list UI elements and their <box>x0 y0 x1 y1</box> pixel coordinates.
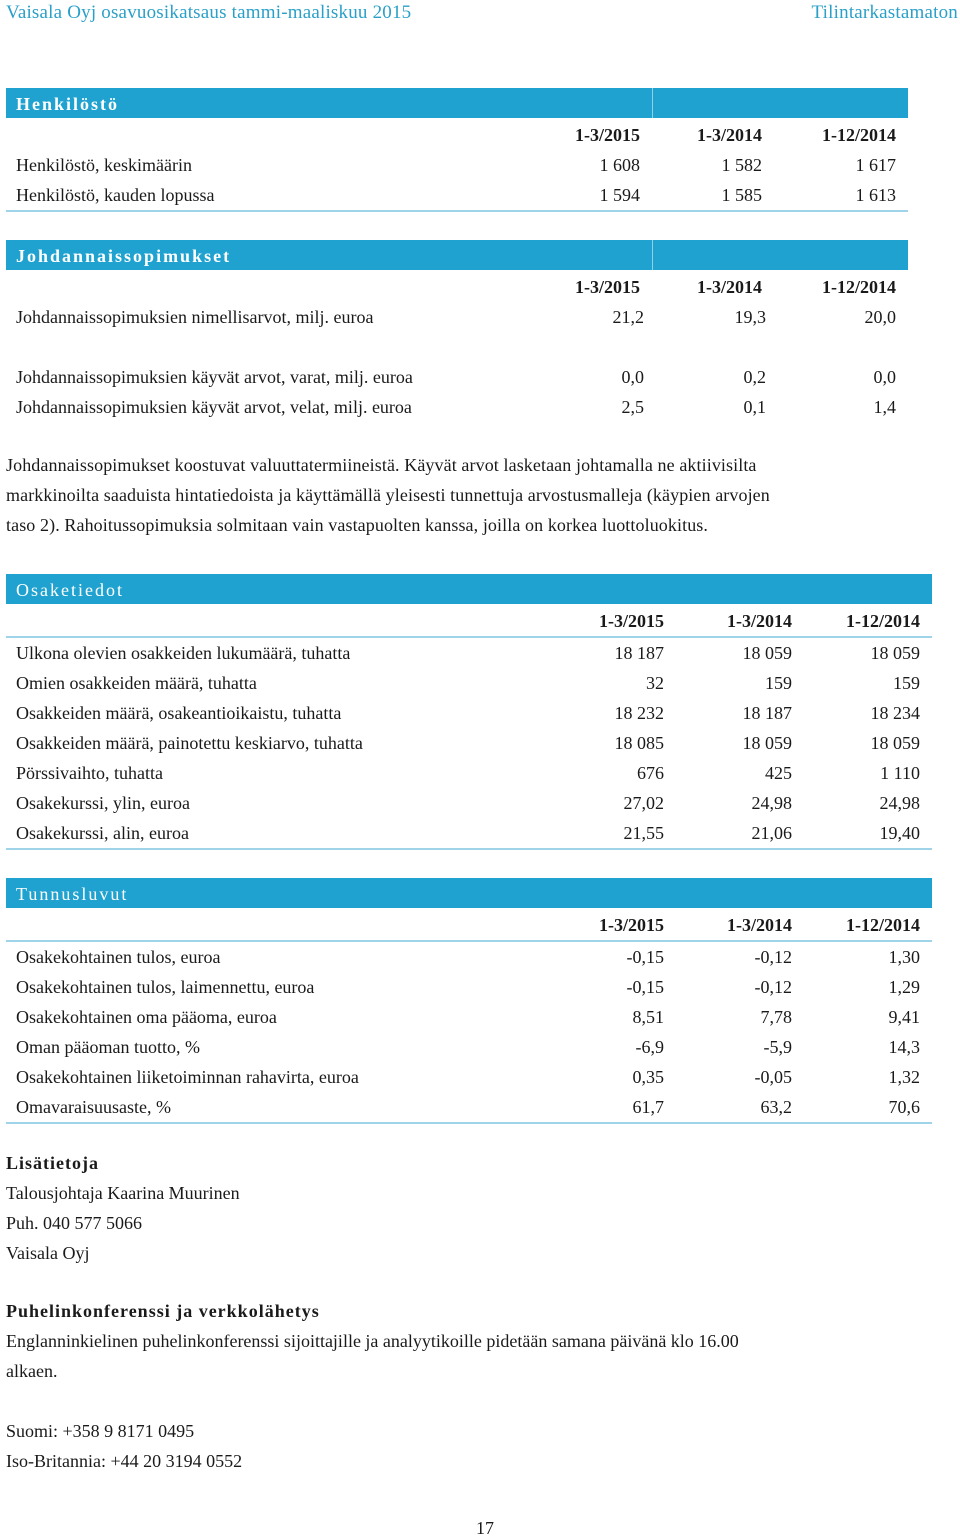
conference-line: alkaen. <box>6 1361 58 1381</box>
cell: 1 585 <box>721 185 762 205</box>
row-label: Omien osakkeiden määrä, tuhatta <box>16 673 257 693</box>
row-label: Omavaraisuusaste, % <box>16 1097 171 1117</box>
derivatives-note <box>6 450 946 540</box>
cell: 1,4 <box>873 397 896 417</box>
cell: 2,5 <box>621 397 644 417</box>
cell: 32 <box>646 673 664 693</box>
cell: 18 059 <box>870 643 920 663</box>
contact-heading: Lisätietoja <box>6 1153 99 1173</box>
osaketiedot-title: Osaketiedot <box>16 580 124 600</box>
conference-info <box>6 1296 946 1476</box>
cell: 18 059 <box>870 733 920 753</box>
tunnusluvut-table <box>6 878 932 1122</box>
table-row <box>6 942 932 972</box>
table-row <box>6 180 908 212</box>
henkilosto-header-row <box>6 120 908 150</box>
cell: -0,15 <box>626 947 664 967</box>
contact-line: Vaisala Oyj <box>6 1243 90 1263</box>
cell: 159 <box>765 673 792 693</box>
col-header: 1-12/2014 <box>822 277 896 297</box>
table-row <box>6 758 932 788</box>
osaketiedot-header-row <box>6 606 932 638</box>
audit-status: Tilintarkastamaton <box>811 2 958 23</box>
row-label: Henkilöstö, keskimäärin <box>16 155 192 175</box>
cell: 1,29 <box>888 977 920 997</box>
henkilosto-title: Henkilöstö <box>16 94 120 114</box>
cell: 18 059 <box>742 643 792 663</box>
tunnusluvut-title-bar <box>6 878 932 908</box>
cell: 24,98 <box>751 793 792 813</box>
row-label: Henkilöstö, kauden lopussa <box>16 185 215 205</box>
cell: -5,9 <box>763 1037 792 1057</box>
row-label: Oman pääoman tuotto, % <box>16 1037 200 1057</box>
cell: 1 617 <box>855 155 896 175</box>
col-header: 1-3/2014 <box>727 915 792 935</box>
table-row <box>6 1032 932 1062</box>
cell: 18 187 <box>742 703 792 723</box>
phone-uk: Iso-Britannia: +44 20 3194 0552 <box>6 1451 243 1471</box>
report-title: Vaisala Oyj osavuosikatsaus tammi-maaliskuu 2015 <box>6 2 412 23</box>
cell: 1 613 <box>855 185 896 205</box>
phone-finland: Suomi: +358 9 8171 0495 <box>6 1421 195 1441</box>
col-header: 1-3/2014 <box>727 611 792 631</box>
col-header: 1-12/2014 <box>846 611 920 631</box>
note-line: taso 2). Rahoitussopimuksia solmitaan vain vastapuolten kanssa, joilla on korkea luottoluokitus. <box>6 515 709 535</box>
cell: 0,0 <box>621 367 644 387</box>
osaketiedot-table <box>6 574 932 848</box>
cell: 19,3 <box>734 307 766 327</box>
col-header: 1-3/2014 <box>697 277 762 297</box>
cell: -6,9 <box>635 1037 664 1057</box>
col-header: 1-3/2015 <box>599 915 664 935</box>
cell: 63,2 <box>760 1097 792 1117</box>
contact-line: Puh. 040 577 5066 <box>6 1213 143 1233</box>
table-row <box>6 302 908 332</box>
cell: 14,3 <box>888 1037 920 1057</box>
cell: 0,2 <box>743 367 766 387</box>
cell: 18 187 <box>614 643 664 663</box>
cell: 1 582 <box>721 155 762 175</box>
table-row <box>6 788 932 818</box>
cell: 21,55 <box>623 823 664 843</box>
conference-line: Englanninkielinen puhelinkonferenssi sijoittajille ja analyytikoille pidetään samana päivänä klo 16.00 <box>6 1331 739 1351</box>
cell: 18 085 <box>614 733 664 753</box>
cell: 27,02 <box>623 793 664 813</box>
cell: 19,40 <box>879 823 920 843</box>
cell: 20,0 <box>864 307 896 327</box>
row-label: Johdannaissopimuksien käyvät arvot, velat, milj. euroa <box>16 397 412 417</box>
cell: 1,32 <box>888 1067 920 1087</box>
cell: 24,98 <box>879 793 920 813</box>
cell: -0,12 <box>754 947 792 967</box>
row-label: Osakekohtainen tulos, laimennettu, euroa <box>16 977 315 997</box>
row-label: Osakkeiden määrä, osakeantioikaistu, tuhatta <box>16 703 342 723</box>
col-header: 1-12/2014 <box>846 915 920 935</box>
cell: 0,0 <box>873 367 896 387</box>
page-header <box>0 0 960 24</box>
osaketiedot-title-bar <box>6 574 932 604</box>
table-row <box>6 1062 932 1092</box>
cell: 0,35 <box>632 1067 664 1087</box>
table-row <box>6 638 932 668</box>
cell: 18 232 <box>614 703 664 723</box>
row-label: Osakekurssi, ylin, euroa <box>16 793 190 813</box>
table-row <box>6 972 932 1002</box>
table-row <box>6 728 932 758</box>
row-label: Johdannaissopimuksien käyvät arvot, varat, milj. euroa <box>16 367 413 387</box>
table-row <box>6 1092 932 1124</box>
row-label: Osakekohtainen oma pääoma, euroa <box>16 1007 277 1027</box>
table-row <box>6 698 932 728</box>
conference-heading: Puhelinkonferenssi ja verkkolähetys <box>6 1301 320 1321</box>
col-header: 1-3/2014 <box>697 125 762 145</box>
table-row <box>6 1002 932 1032</box>
row-label: Johdannaissopimuksien nimellisarvot, milj. euroa <box>16 307 374 327</box>
cell: 18 234 <box>870 703 920 723</box>
cell: -0,05 <box>754 1067 792 1087</box>
johdannais-title-bar <box>6 240 908 270</box>
col-header: 1-3/2015 <box>599 611 664 631</box>
row-label: Pörssivaihto, tuhatta <box>16 763 163 783</box>
cell: 425 <box>765 763 792 783</box>
cell: 21,2 <box>612 307 644 327</box>
cell: -0,12 <box>754 977 792 997</box>
table-row <box>6 668 932 698</box>
cell: 1 110 <box>880 763 920 783</box>
row-label: Ulkona olevien osakkeiden lukumäärä, tuhatta <box>16 643 351 663</box>
col-header: 1-3/2015 <box>575 125 640 145</box>
table-row <box>6 392 908 422</box>
row-label: Osakekohtainen liiketoiminnan rahavirta, euroa <box>16 1067 359 1087</box>
page-number: 17 <box>476 1518 494 1538</box>
cell: 0,1 <box>743 397 766 417</box>
henkilosto-table <box>6 88 908 210</box>
row-label: Osakekohtainen tulos, euroa <box>16 947 221 967</box>
cell: 1 594 <box>599 185 640 205</box>
cell: 9,41 <box>888 1007 920 1027</box>
cell: 18 059 <box>742 733 792 753</box>
cell: 7,78 <box>760 1007 792 1027</box>
note-line: Johdannaissopimukset koostuvat valuuttatermiineistä. Käyvät arvot lasketaan johtamalla ne aktiivisilta <box>6 455 757 475</box>
tunnusluvut-header-row <box>6 910 932 942</box>
cell: 8,51 <box>632 1007 664 1027</box>
cell: 21,06 <box>751 823 792 843</box>
johdannais-table <box>6 240 908 417</box>
cell: 1 608 <box>599 155 640 175</box>
note-line: markkinoilta saaduista hintatiedoista ja käyttämällä yleisesti tunnettuja arvostusmalleja (käypien arvojen <box>6 485 770 505</box>
cell: 159 <box>893 673 920 693</box>
row-label: Osakekurssi, alin, euroa <box>16 823 189 843</box>
cell: 70,6 <box>888 1097 920 1117</box>
contact-line: Talousjohtaja Kaarina Muurinen <box>6 1183 240 1203</box>
contact-info <box>6 1148 240 1268</box>
col-header: 1-12/2014 <box>822 125 896 145</box>
johdannais-title: Johdannaissopimukset <box>16 246 232 266</box>
table-row <box>6 362 908 392</box>
row-label: Osakkeiden määrä, painotettu keskiarvo, tuhatta <box>16 733 363 753</box>
cell: 676 <box>637 763 664 783</box>
tunnusluvut-title: Tunnusluvut <box>16 884 129 904</box>
cell: 1,30 <box>888 947 920 967</box>
col-header: 1-3/2015 <box>575 277 640 297</box>
cell: 61,7 <box>632 1097 664 1117</box>
table-row <box>6 818 932 850</box>
cell: -0,15 <box>626 977 664 997</box>
henkilosto-title-bar <box>6 88 908 118</box>
johdannais-header-row <box>6 276 908 298</box>
table-row <box>6 150 908 180</box>
